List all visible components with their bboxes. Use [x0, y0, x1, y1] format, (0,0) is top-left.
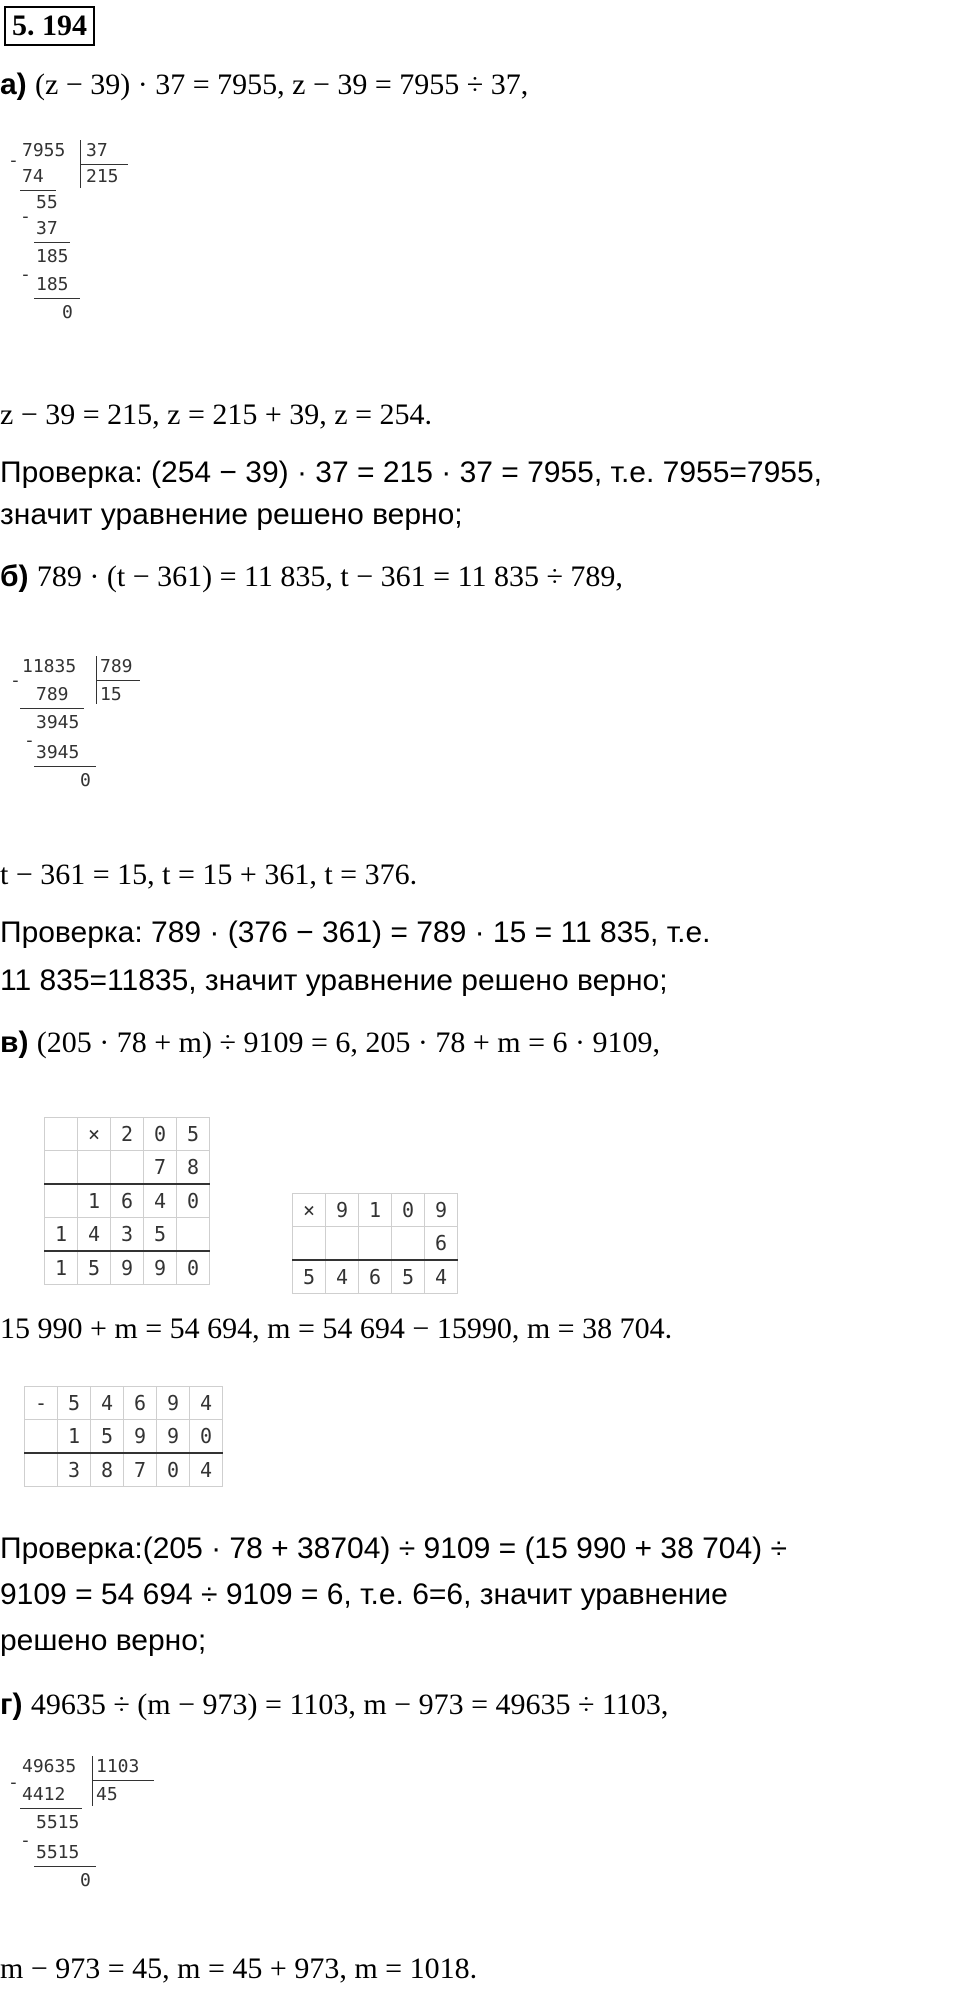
m1-cell: 0 — [144, 1118, 177, 1151]
m2-cell: 9 — [425, 1194, 458, 1227]
m2-cell — [326, 1227, 359, 1261]
m1-cell: 8 — [177, 1151, 210, 1185]
sub-cell: 0 — [157, 1453, 190, 1487]
part-b-check-1: Проверка: 789 · (376 − 361) = 789 · 15 = 11 835, т.е. — [0, 916, 711, 949]
part-b-result: t − 361 = 15, t = 15 + 361, t = 376. — [0, 858, 418, 891]
m2-cell: 9 — [326, 1194, 359, 1227]
ld-b-quotient: 15 — [100, 684, 122, 705]
m1-cell: 9 — [111, 1251, 144, 1285]
m2-cell: 4 — [425, 1260, 458, 1294]
ld-a-quotient: 215 — [86, 166, 119, 187]
sub-cell — [25, 1420, 58, 1454]
m1-cell: 0 — [177, 1184, 210, 1218]
part-v-check-2: 9109 = 54 694 ÷ 9109 = 6, т.е. 6=6, значит уравнение — [0, 1578, 728, 1611]
part-g-label: г) — [0, 1688, 23, 1721]
m1-cell: 5 — [177, 1118, 210, 1151]
ld-g-step-2: 5515 — [36, 1812, 80, 1833]
part-g-result: m − 973 = 45, m = 45 + 973, m = 1018. — [0, 1952, 478, 1985]
sub-cell: 8 — [91, 1453, 124, 1487]
sub-cell: 5 — [58, 1387, 91, 1420]
m1-cell: 0 — [177, 1251, 210, 1285]
ld-a-line-3 — [34, 298, 80, 299]
ld-g-quotient: 45 — [96, 1784, 118, 1805]
m1-cell — [45, 1118, 78, 1151]
ld-b-step-2: 3945 — [36, 712, 80, 733]
sub-cell: - — [25, 1387, 58, 1420]
sub-cell: 6 — [124, 1387, 157, 1420]
sub-cell — [25, 1453, 58, 1487]
multiplication-205-by-78 — [44, 1117, 210, 1285]
m2-cell — [392, 1227, 425, 1261]
ld-a-step-2: 55 — [36, 192, 58, 213]
m1-cell: 4 — [78, 1218, 111, 1252]
ld-g-vbar — [92, 1756, 93, 1806]
part-a-check-1: Проверка: (254 − 39) · 37 = 215 · 37 = 7955, т.е. 7955=7955, — [0, 456, 822, 489]
part-b-equation — [0, 558, 623, 596]
m1-cell: 6 — [111, 1184, 144, 1218]
ld-b-hbar — [96, 680, 140, 681]
part-b-check-2: 11 835=11835, значит уравнение решено верно; — [0, 964, 668, 997]
ld-g-step-1: 4412 — [22, 1784, 66, 1805]
ld-g-minus-2: - — [20, 1830, 31, 1851]
sub-cell: 1 — [58, 1420, 91, 1454]
ld-g-divisor: 1103 — [96, 1756, 140, 1777]
m1-cell: 1 — [45, 1218, 78, 1252]
ld-a-hbar — [80, 164, 128, 165]
ld-b-step-4: 0 — [80, 770, 91, 791]
part-v-result: 15 990 + m = 54 694, m = 54 694 − 15990, m = 38 704. — [0, 1312, 673, 1345]
m2-cell — [359, 1227, 392, 1261]
ld-b-line-2 — [34, 766, 96, 767]
m1-cell: 3 — [111, 1218, 144, 1252]
ld-a-line-2 — [34, 242, 70, 243]
ld-g-line-2 — [34, 1866, 96, 1867]
m2-cell: 0 — [392, 1194, 425, 1227]
ld-g-line-1 — [20, 1808, 82, 1809]
ld-b-step-1: 789 — [36, 684, 69, 705]
m1-cell — [111, 1151, 144, 1185]
m1-cell: 7 — [144, 1151, 177, 1185]
part-a-eq: (z − 39) · 37 = 7955, z − 39 = 7955 ÷ 37, — [35, 68, 529, 101]
sub-cell: 9 — [157, 1387, 190, 1420]
sub-cell: 0 — [190, 1420, 223, 1454]
ld-a-step-4: 185 — [36, 246, 69, 267]
m1-cell — [45, 1151, 78, 1185]
m2-cell: 4 — [326, 1260, 359, 1294]
multiplication-9109-by-6 — [292, 1193, 458, 1294]
ld-a-step-1: 74 — [22, 166, 44, 187]
m2-cell: 5 — [293, 1260, 326, 1294]
ld-a-step-5: 185 — [36, 274, 69, 295]
ld-a-minus-2: - — [20, 206, 31, 227]
ld-g-hbar — [92, 1780, 154, 1781]
part-a-label: а) — [0, 68, 27, 101]
subtraction-54694-minus-15990 — [24, 1386, 223, 1487]
part-v-eq: (205 · 78 + m) ÷ 9109 = 6, 205 · 78 + m = 6 · 9109, — [36, 1026, 661, 1059]
sub-cell: 3 — [58, 1453, 91, 1487]
m2-cell: × — [293, 1194, 326, 1227]
ld-a-minus-1: - — [8, 150, 19, 171]
m2-cell: 1 — [359, 1194, 392, 1227]
m1-cell: 1 — [78, 1184, 111, 1218]
problem-number: 5. 194 — [4, 6, 95, 46]
part-b-eq: 789 · (t − 361) = 11 835, t − 361 = 11 835 ÷ 789, — [36, 560, 623, 593]
m2-cell: 5 — [392, 1260, 425, 1294]
ld-a-dividend: 7955 — [22, 140, 66, 161]
part-a-check-2: значит уравнение решено верно; — [0, 498, 463, 531]
part-g-eq: 49635 ÷ (m − 973) = 1103, m − 973 = 49635 ÷ 1103, — [30, 1688, 669, 1721]
m1-cell: 5 — [78, 1251, 111, 1285]
m2-cell — [293, 1227, 326, 1261]
ld-g-minus-1: - — [8, 1772, 19, 1793]
m1-cell — [78, 1151, 111, 1185]
part-v-check-3: решено верно; — [0, 1624, 207, 1657]
part-a-result: z − 39 = 215, z = 215 + 39, z = 254. — [0, 398, 433, 431]
ld-a-step-6: 0 — [62, 302, 73, 323]
sub-cell: 9 — [124, 1420, 157, 1454]
ld-a-minus-3: - — [20, 264, 31, 285]
ld-b-step-3: 3945 — [36, 742, 80, 763]
part-a-equation — [0, 66, 528, 104]
m1-cell — [45, 1184, 78, 1218]
ld-g-dividend: 49635 — [22, 1756, 77, 1777]
m1-cell — [177, 1218, 210, 1252]
m1-cell: 9 — [144, 1251, 177, 1285]
sub-cell: 4 — [190, 1387, 223, 1420]
ld-b-dividend: 11835 — [22, 656, 77, 677]
ld-a-line-1 — [20, 190, 56, 191]
m1-cell: 2 — [111, 1118, 144, 1151]
sub-cell: 9 — [157, 1420, 190, 1454]
m1-cell: 5 — [144, 1218, 177, 1252]
ld-g-step-4: 0 — [80, 1870, 91, 1891]
ld-b-line-1 — [20, 708, 84, 709]
part-v-label: в) — [0, 1026, 29, 1059]
sub-cell: 7 — [124, 1453, 157, 1487]
m1-cell: 1 — [45, 1251, 78, 1285]
sub-cell: 4 — [190, 1453, 223, 1487]
ld-a-divisor: 37 — [86, 140, 108, 161]
ld-a-step-3: 37 — [36, 218, 58, 239]
m2-cell: 6 — [425, 1227, 458, 1261]
sub-cell: 5 — [91, 1420, 124, 1454]
part-b-label: б) — [0, 560, 29, 593]
ld-b-minus-2: - — [24, 730, 35, 751]
part-v-equation — [0, 1024, 660, 1062]
part-g-equation — [0, 1686, 668, 1724]
m1-cell: 4 — [144, 1184, 177, 1218]
m2-cell: 6 — [359, 1260, 392, 1294]
ld-g-step-3: 5515 — [36, 1842, 80, 1863]
m1-cell: × — [78, 1118, 111, 1151]
sub-cell: 4 — [91, 1387, 124, 1420]
ld-b-divisor: 789 — [100, 656, 133, 677]
part-v-check-1: Проверка:(205 · 78 + 38704) ÷ 9109 = (15 990 + 38 704) ÷ — [0, 1532, 787, 1565]
ld-b-minus-1: - — [10, 670, 21, 691]
